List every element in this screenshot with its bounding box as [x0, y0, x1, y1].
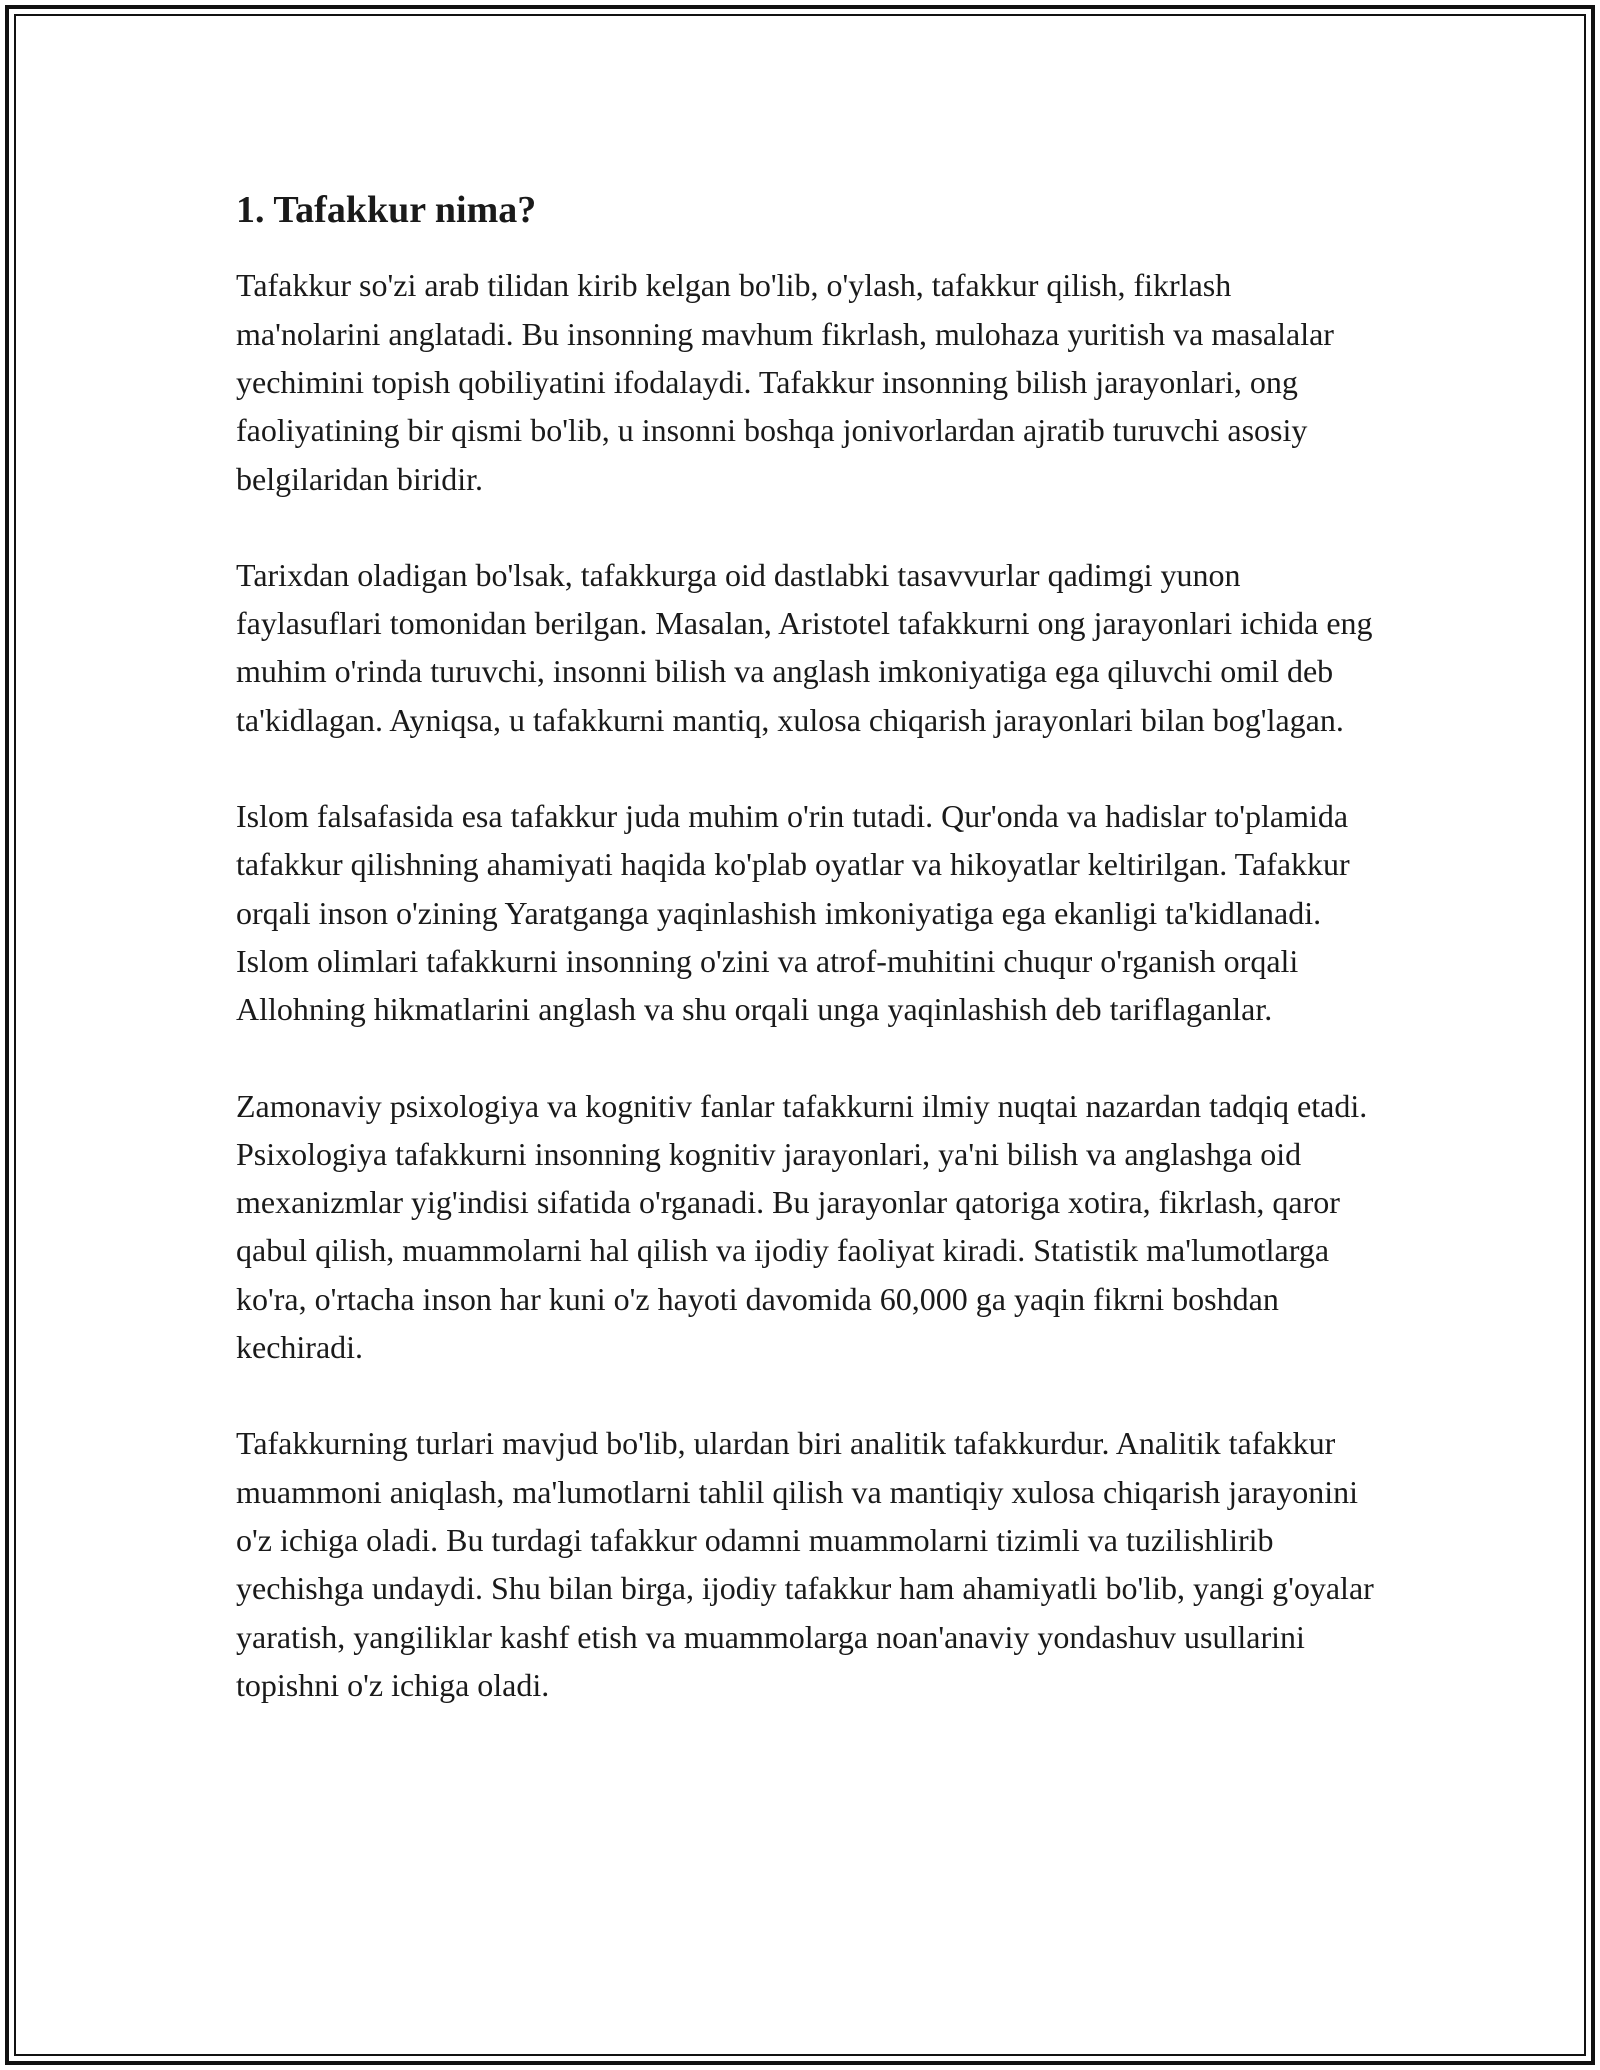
- paragraph-islamic-philosophy: Islom falsafasida esa tafakkur juda muhim o'rin tutadi. Qur'onda va hadislar to'plamida tafakkur qilishning ahamiyati haqida ko'plab oyatlar va hikoyatlar keltirilgan. Tafakkur orqali inson o'zining Yaratganga yaqinlashish imkoniyatiga ega ekanligi ta'kidlanadi. Islom olimlari tafakkurni insonning o'zini va atrof-muhitini chuqur o'rganish orqali Allohning hikmatlarini anglash va shu orqali unga yaqinlashish deb tariflaganlar.: [236, 798, 1350, 1028]
- paragraph-types-of-thinking: Tafakkurning turlari mavjud bo'lib, ulardan biri analitik tafakkurdur. Analitik tafakkur muammoni aniqlash, ma'lumotlarni tahlil qilish va mantiqiy xulosa chiqarish jarayonini o'z ichiga oladi. Bu turdagi tafakkur odamni muammolarni tizimli va tuzilishlirib yechishga undaydi. Shu bilan birga, ijodiy tafakkur ham ahamiyatli bo'lib, yangi g'oyalar yaratish, yangiliklar kashf etish va muammolarga noan'anaviy yondashuv usullarini topishni o'z ichiga oladi.: [236, 1425, 1374, 1703]
- paragraph-definition: Tafakkur so'zi arab tilidan kirib kelgan bo'lib, o'ylash, tafakkur qilish, fikrlash ma'nolarini anglatadi. Bu insonning mavhum fikrlash, mulohaza yuritish va masalalar yechimini topish qobiliyatini ifodalaydi. Tafakkur insonning bilish jarayonlari, ong faoliyatining bir qismi bo'lib, u insonni boshqa jonivorlardan ajratib turuvchi asosiy belgilaridan biridir.: [236, 267, 1334, 497]
- section-title: 1. Tafakkur nima?: [236, 189, 537, 231]
- paragraph-history: Tarixdan oladigan bo'lsak, tafakkurga oid dastlabki tasavvurlar qadimgi yunon faylasuflari tomonidan berilgan. Masalan, Aristotel tafakkurni ong jarayonlari ichida eng muhim o'rinda turuvchi, insonni bilish va anglash imkoniyatiga ega qiluvchi omil deb ta'kidlagan. Ayniqsa, u tafakkurni mantiq, xulosa chiqarish jarayonlari bilan bog'lagan.: [236, 556, 1373, 738]
- document-body: [236, 186, 1376, 1709]
- paragraph-modern-psychology: Zamonaviy psixologiya va kognitiv fanlar tafakkurni ilmiy nuqtai nazardan tadqiq etadi. Psixologiya tafakkurni insonning kognitiv jarayonlari, ya'ni bilish va anglashga oid mexanizmlar yig'indisi sifatida o'rganadi. Bu jarayonlar qatoriga xotira, fikrlash, qaror qabul qilish, muammolarni hal qilish va ijodiy faoliyat kiradi. Statistik ma'lumotlarga ko'ra, o'rtacha inson har kuni o'z hayoti davomida 60,000 ga yaqin fikrni boshdan kechiradi.: [236, 1087, 1368, 1366]
